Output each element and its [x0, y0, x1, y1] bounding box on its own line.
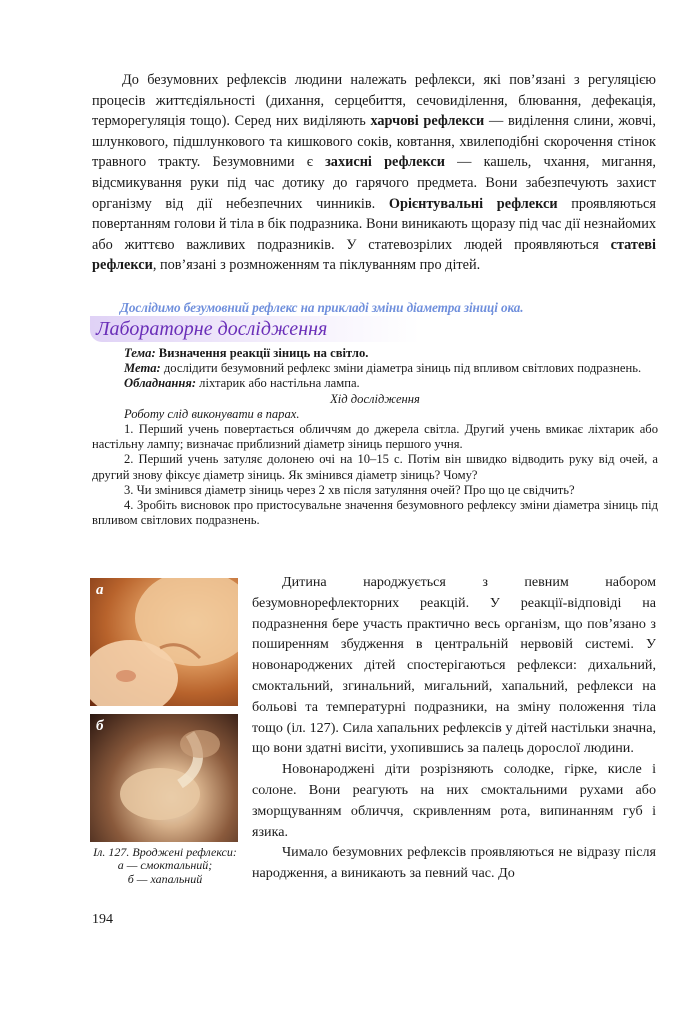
body-text	[252, 572, 656, 884]
theme-text: Визначення реакції зіниць на світло.	[158, 346, 369, 360]
theme-label: Тема:	[124, 346, 156, 360]
lab-step-4: 4. Зробіть висновок про пристосувальне значення безумовного рефлексу зміни діаметра зіниць під впливом світлових подразнень.	[92, 498, 658, 528]
photo-a-illustration	[90, 578, 238, 706]
intro-text-4: проявляються повертанням голови й тіла в бік подразника. Вони виникають щоразу під час дії незнайомих або життєво важливих подразників. У статевозрілих людей проявляються	[92, 195, 656, 253]
lab-step-1: 1. Перший учень повертається обличчям до джерела світла. Другий учень вмикає ліхтарик або настільну лампу; визначає приблизний діаметр зіниць першого учня.	[92, 422, 658, 452]
lab-section	[92, 346, 658, 528]
caption-b: б — хапальний	[127, 871, 203, 886]
lab-goal	[92, 361, 658, 376]
equipment-text: ліхтарик або настільна лампа.	[196, 376, 360, 391]
intro-text-2: — виділення слини, жовчі, шлункового, підшлункового та кишкового соків, ковтання, хвилеподібні скорочення стінок травного тракту. Безумовними є	[92, 113, 656, 171]
photo-b-label: б	[96, 718, 104, 734]
lab-step-2: 2. Перший учень затуляє долонею очі на 10–15 с. Потім він швидко відводить руку від очей, а другий знову фіксує діаметр зіниць. Як змінився діаметр зіниць? Чому?	[92, 452, 658, 482]
term-protective-reflexes: захисні рефлекси	[325, 154, 445, 171]
page-number: 194	[92, 912, 113, 927]
body-paragraph-1: Дитина народжується з певним набором безумовнорефлекторних реакцій. У реакції-відповіді на подразнення бере участь практично весь організм, що пов’язано з поширенням збудження в центральній нервовій системі. У новонароджених дітей спостерігаються рефлекси: дихальний, смоктальний, згинальний, мигальний, хапальний, рефлекси на больові та температурні подразники, на зміну положення тіла тощо (іл. 127). Сила хапальних рефлексів у дітей настільки значна, що вони здатні висіти, ухопившись за палець дорослої людини.	[252, 574, 656, 757]
goal-label: Мета:	[124, 361, 161, 376]
lab-theme	[92, 346, 658, 361]
photo-sucking-reflex	[90, 578, 238, 706]
caption-a: а — смоктальний;	[117, 858, 213, 873]
term-feeding-reflexes: харчові рефлекси	[370, 113, 485, 130]
lab-subtitle: Дослідимо безумовний рефлекс на прикладі зміни діаметра зіниці ока.	[120, 300, 524, 315]
equipment-label: Обладнання:	[124, 376, 197, 391]
caption-title: Іл. 127. Вроджені рефлекси:	[93, 845, 237, 859]
lab-pairs-note: Роботу слід виконувати в парах.	[124, 406, 300, 421]
figure-caption	[92, 846, 238, 886]
intro-text-1: До безумовних рефлексів людини належать рефлекси, які пов’язані з регуляцією процесів життєдіяльності (дихання, серцебиття, сечовиділення, блювання, дефекація, терморегуляція тощо). Серед них виділяють	[92, 72, 656, 130]
intro-text-3: — кашель, чхання, мигання, відсмикування руки під час дотику до гарячого предмета. Вони забезпечують захист організму від дії небезпечних чинників.	[92, 154, 656, 212]
term-orienting-reflexes: Орієнтувальні рефлекси	[388, 195, 558, 212]
body-paragraph-2: Новонароджені діти розрізняють солодке, гірке, кисле і солоне. Вони реагують на них смоктальними рухами або зморщуванням обличчя, скривленням рота, випинанням губ і язика.	[252, 761, 656, 840]
photo-a-label: а	[96, 582, 104, 598]
term-sexual-reflexes: статеві рефлекси	[92, 236, 656, 274]
lab-step-3: 3. Чи змінився діаметр зіниць через 2 хв після затуляння очей? Про що це свідчить?	[124, 482, 575, 497]
intro-paragraph	[92, 70, 656, 276]
photo-b-illustration	[90, 714, 238, 842]
photo-grasp-reflex	[90, 714, 238, 842]
goal-text: дослідити безумовний рефлекс зміни діаметра зіниць під впливом світлових подразнень.	[160, 361, 642, 376]
lab-title: Лабораторне дослідження	[90, 316, 420, 342]
lab-progress-heading: Хід дослідження	[330, 391, 420, 406]
body-paragraph-3: Чимало безумовних рефлексів проявляються не відразу після народження, а виникають за певний час. До	[252, 844, 656, 882]
lab-equipment	[92, 376, 658, 391]
intro-text-5: , пов’язані з розмноженням та піклуванням про дітей.	[152, 257, 481, 274]
